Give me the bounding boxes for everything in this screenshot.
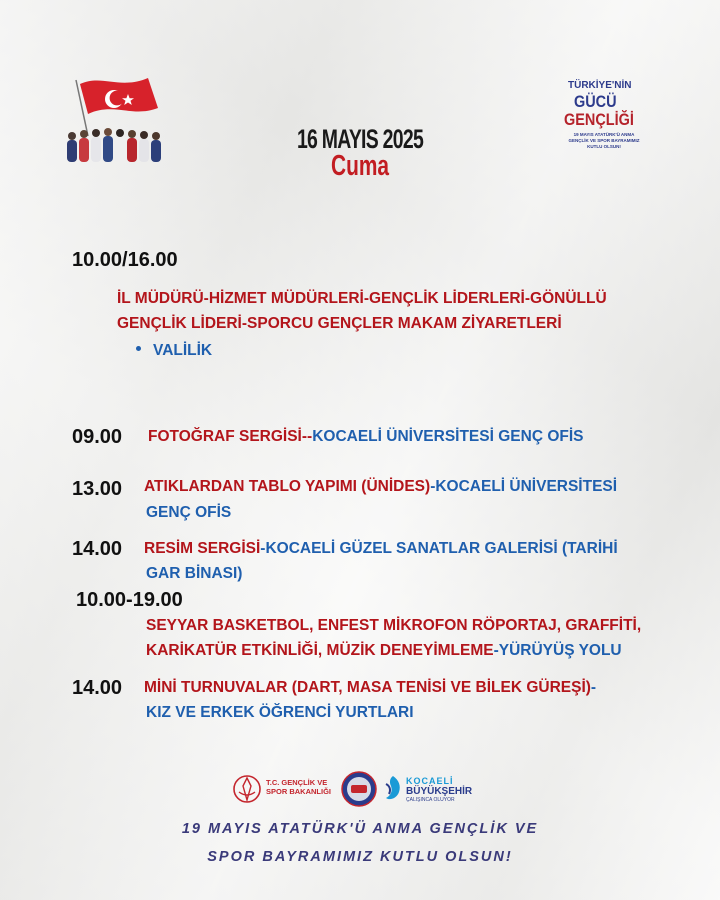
time-block2: 09.00 <box>72 426 123 448</box>
activity-block4-line1: RESİM SERGİSİ-KOCAELİ GÜZEL SANATLAR GALERİSİ (TARİHİ <box>144 540 618 557</box>
event-date: 16 MAYIS 2025 <box>296 124 424 154</box>
municipality-name: KOCAELİ BÜYÜKŞEHİR ÇALIŞINCA OLUYOR <box>406 776 473 803</box>
sponsor-logos <box>232 768 502 812</box>
activity-block6-line1: MİNİ TURNUVALAR (DART, MASA TENİSİ VE BİLEK GÜREŞİ)- <box>144 679 597 696</box>
activity-block3-line1: ATIKLARDAN TABLO YAPIMI (ÜNİDES)-KOCAELİ ÜNİVERSİTESİ <box>144 478 618 495</box>
activity-block5-line2: KARİKATÜR ETKİNLİĞİ, MÜZİK DENEYİMLEME-YÜRÜYÜŞ YOLU <box>146 642 622 659</box>
activity-block2: FOTOĞRAF SERGİSİ--KOCAELİ ÜNİVERSİTESİ GENÇ OFİS <box>148 428 584 445</box>
footer-line1: 19 MAYIS ATATÜRK'Ü ANMA GENÇLİK VE <box>181 821 539 837</box>
activity-block3-line2: GENÇ OFİS <box>146 504 232 521</box>
time-block1: 10.00/16.00 <box>72 249 178 271</box>
activity-block6-line2: KIZ VE ERKEK ÖĞRENCİ YURTLARI <box>146 704 414 721</box>
ministry-name: T.C. GENÇLİK VE SPOR BAKANLIĞI <box>266 778 332 796</box>
event-day: Cuma <box>330 150 390 182</box>
bullet-icon <box>136 346 141 351</box>
footer-line2: SPOR BAYRAMIMIZ KUTLU OLSUN! <box>207 849 513 865</box>
time-block5: 10.00-19.00 <box>76 589 183 611</box>
time-block4: 14.00 <box>72 538 123 560</box>
provincial-seal-icon <box>340 770 378 808</box>
turkiyenin-gucu-gencligi-logo: TÜRKİYE'NİN GÜCÜ GENÇLİĞİ 19 MAYIS ATATÜRK'Ü ANMA GENÇLİK VE SPOR BAYRAMIMIZ KUTLU OLSUN! <box>564 80 640 149</box>
activity-block4-line2: GAR BİNASI) <box>146 565 243 582</box>
ministry-emblem-icon <box>232 772 262 806</box>
time-block3: 13.00 <box>72 478 123 500</box>
activity-block1-line1: İL MÜDÜRÜ-HİZMET MÜDÜRLERİ-GENÇLİK LİDERLERİ-GÖNÜLLÜ <box>117 290 607 307</box>
activity-block1-line2: GENÇLİK LİDERİ-SPORCU GENÇLER MAKAM ZİYARETLERİ <box>117 315 562 332</box>
time-block6: 14.00 <box>72 677 123 699</box>
location-block1: VALİLİK <box>136 342 212 360</box>
activity-block5-line1: SEYYAR BASKETBOL, ENFEST MİKROFON RÖPORTAJ, GRAFFİTİ, <box>146 617 642 634</box>
kocaeli-municipality-icon <box>382 774 404 804</box>
